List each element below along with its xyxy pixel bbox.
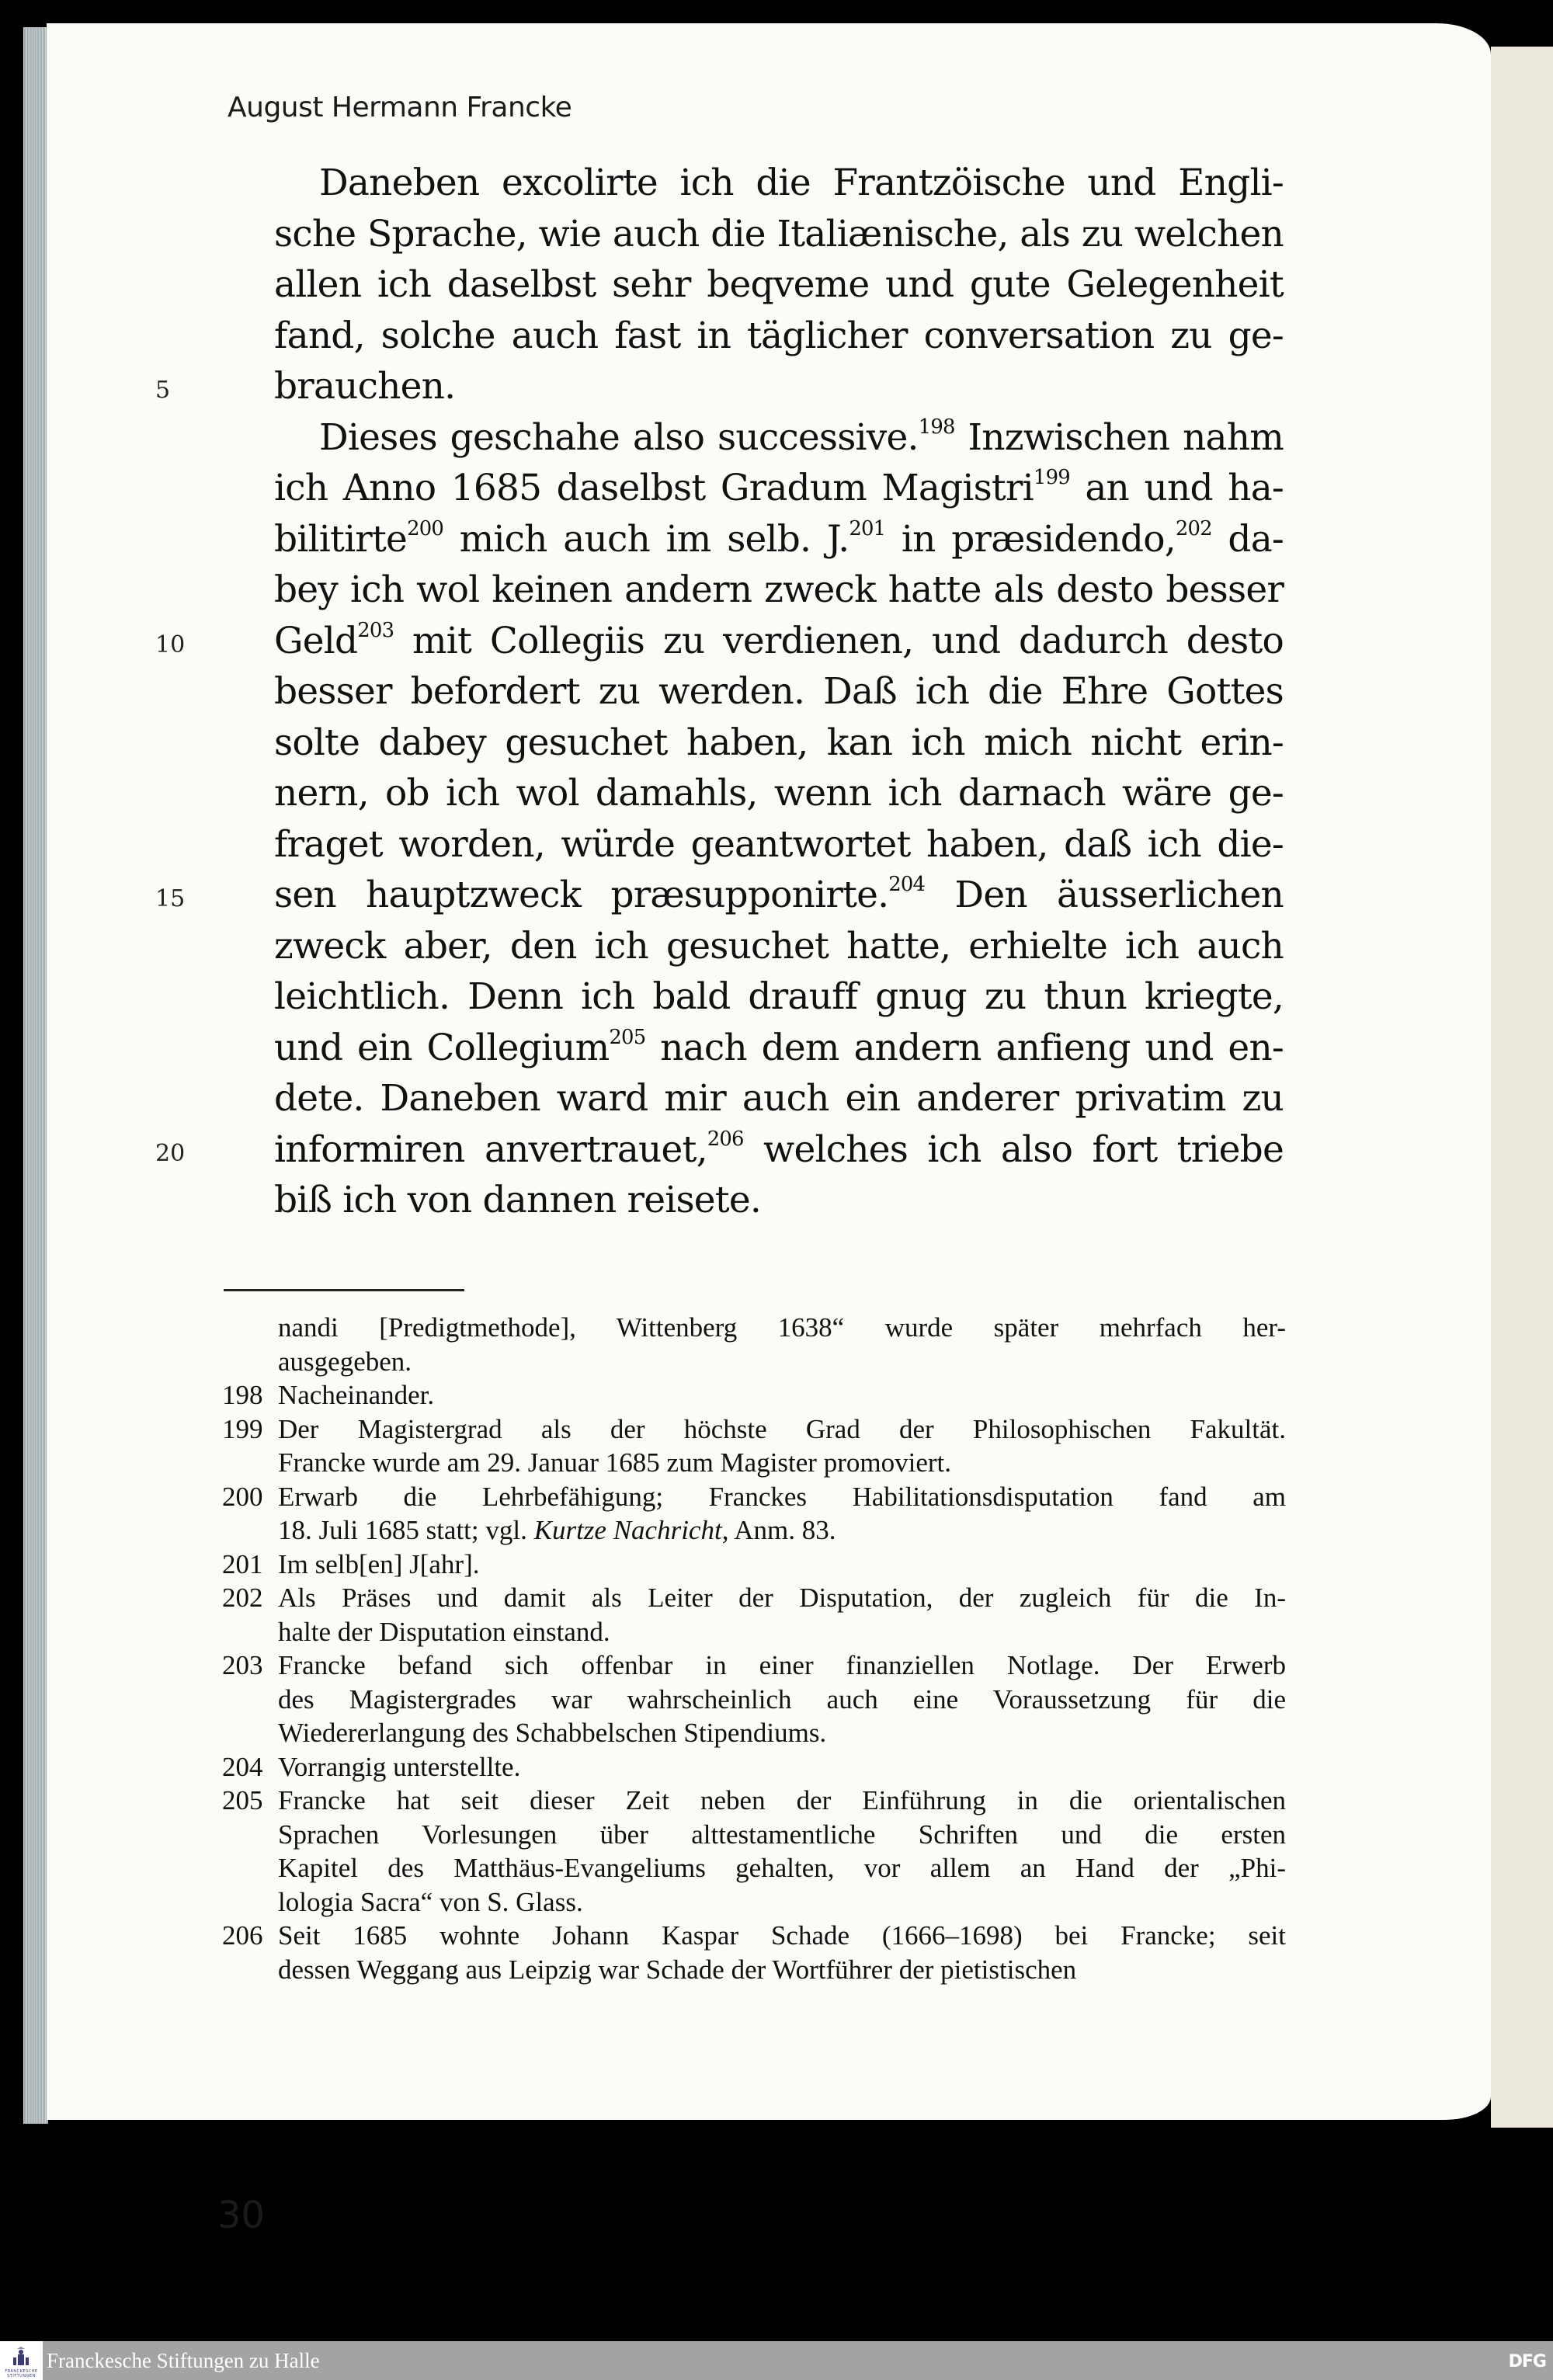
- text-line: [274, 616, 1284, 667]
- footnote-reference[interactable]: 202: [1175, 516, 1212, 540]
- francke-foundation-logo[interactable]: [0, 2341, 43, 2380]
- text-segment: allen ich daselbst sehr beqveme und gute Gelegenheit: [274, 263, 1284, 306]
- footnote-reference[interactable]: 205: [609, 1025, 646, 1049]
- footnote: [222, 1311, 1286, 1378]
- footnote-text: [278, 1649, 1286, 1750]
- footnote-rule: [224, 1289, 464, 1291]
- footnote: [222, 1649, 1286, 1750]
- footnote-line: Seit 1685 wohnte Johann Kaspar Schade (1666–1698) bei Francke; seit: [278, 1920, 1286, 1951]
- text-segment: und ein Collegium: [274, 1026, 610, 1069]
- text-line: [274, 1073, 1284, 1124]
- footnote-line: Im selb[en] J[ahr].: [278, 1548, 480, 1579]
- footnote-reference[interactable]: 200: [407, 516, 444, 540]
- text-segment: besser befordert zu werden. Daß ich die Ehre Gottes: [274, 670, 1284, 713]
- footnote-line: lologia Sacra“ von S. Glass.: [278, 1886, 583, 1917]
- text-line: [274, 311, 1284, 362]
- footnote-line: Sprachen Vorlesungen über alttestamentliche Schriften und die ersten: [278, 1819, 1286, 1850]
- footnote-number: 203: [222, 1650, 263, 1680]
- text-segment: brauchen.: [274, 365, 456, 408]
- text-line: [274, 870, 1284, 921]
- footnote-text: [278, 1784, 1286, 1919]
- text-line: [274, 717, 1284, 769]
- footnote-reference[interactable]: 203: [357, 618, 394, 642]
- text-segment: ich Anno 1685 daselbst Gradum Magistri: [274, 467, 1034, 509]
- cited-title: Kurtze Nachricht: [533, 1515, 722, 1545]
- text-line: [274, 666, 1284, 717]
- footnote-text: [278, 1750, 1286, 1784]
- footnote: [222, 1548, 1286, 1582]
- footnote: [222, 1784, 1286, 1919]
- footnote-number: 205: [222, 1785, 263, 1815]
- line-number: 5: [155, 377, 171, 404]
- footnote-text: [278, 1581, 1286, 1649]
- footnote-reference[interactable]: 206: [707, 1127, 744, 1151]
- line-number: 15: [155, 885, 186, 912]
- footnote-reference[interactable]: 199: [1033, 466, 1070, 490]
- text-line: [274, 768, 1284, 819]
- text-segment: mit Collegiis zu verdienen, und dadurch desto: [394, 619, 1284, 662]
- line-number: 10: [155, 631, 186, 658]
- text-segment: Geld: [274, 619, 358, 662]
- footnote-line: Kapitel des Matthäus-Evangeliums gehalten, vor allem an Hand der „Phi-: [278, 1853, 1286, 1883]
- text-segment: Daneben excolirte ich die Frantzöische und Engli-: [319, 162, 1284, 204]
- footnote: [222, 1480, 1286, 1548]
- footnote-line: ausgegeben.: [278, 1346, 412, 1377]
- footnote-number: 201: [222, 1548, 263, 1579]
- footnote: [222, 1378, 1286, 1412]
- footnote-line: Wiedererlangung des Schabbelschen Stipendiums.: [278, 1718, 827, 1748]
- footnote-line: Francke wurde am 29. Januar 1685 zum Magister promoviert.: [278, 1447, 951, 1478]
- footnote-line: Vorrangig unterstellte.: [278, 1751, 521, 1782]
- footnote-reference[interactable]: 204: [888, 873, 926, 897]
- running-head: August Hermann Francke: [228, 92, 572, 123]
- text-line: [274, 412, 1284, 464]
- page-edges-stack: [23, 27, 48, 2124]
- text-segment: da-: [1211, 517, 1284, 561]
- dfg-logo[interactable]: DFG: [1508, 2352, 1546, 2371]
- text-segment: mich auch im selb. J.: [443, 517, 849, 561]
- text-line: [274, 259, 1284, 311]
- text-segment: welches ich also fort triebe: [743, 1127, 1284, 1171]
- footer-bar: [0, 2341, 1553, 2380]
- next-page-edge: [1491, 47, 1553, 2128]
- footnote-line: Francke hat seit dieser Zeit neben der Einführung in die orientalischen: [278, 1785, 1286, 1815]
- text-segment: sche Sprache, wie auch die Italiænische, als zu welchen: [274, 212, 1284, 255]
- footnote-text: [278, 1480, 1286, 1548]
- text-segment: nach dem andern anfieng und en-: [645, 1026, 1284, 1069]
- footnote-number: 202: [222, 1583, 263, 1613]
- footnote-text: [278, 1378, 1286, 1412]
- footnote: [222, 1412, 1286, 1480]
- footnote-line: dessen Weggang aus Leipzig war Schade der Wortführer der pietistischen: [278, 1954, 1077, 1985]
- text-line: [274, 361, 1284, 412]
- logo-text: FRANCKESCHE STIFTUNGEN: [5, 2369, 38, 2378]
- footnote-line: [278, 1513, 1286, 1548]
- text-segment: Inzwischen nahm: [954, 415, 1284, 459]
- footnote: [222, 1750, 1286, 1784]
- text-line: [274, 209, 1284, 260]
- text-line: [274, 1124, 1284, 1176]
- line-number: 20: [155, 1139, 186, 1167]
- text-segment: an und ha-: [1069, 467, 1284, 509]
- page-number: 30: [217, 2194, 266, 2237]
- footnote-segment: 18. Juli 1685 statt; vgl.: [278, 1515, 534, 1545]
- footnote-number: 204: [222, 1751, 263, 1782]
- text-segment: solte dabey gesuchet haben, kan ich mich nicht erin-: [274, 721, 1284, 764]
- text-line: [274, 463, 1284, 514]
- footnote-number: 198: [222, 1380, 263, 1410]
- main-text: [274, 158, 1284, 1226]
- footnote-line: halte der Disputation einstand.: [278, 1616, 610, 1647]
- text-segment: leichtlich. Denn ich bald drauff gnug zu thun kriegte,: [274, 975, 1284, 1018]
- footnote-line: Nacheinander.: [278, 1380, 435, 1410]
- footnote-line: Der Magistergrad als der höchste Grad der Philosophischen Fakultät.: [278, 1413, 1286, 1444]
- footnote-number: 200: [222, 1481, 263, 1512]
- text-line: [274, 1175, 1284, 1226]
- text-segment: fraget worden, würde geantwortet haben, daß ich die-: [274, 822, 1284, 866]
- text-segment: nern, ob ich wol damahls, wenn ich darnach wäre ge-: [274, 772, 1284, 815]
- footnote-number: [222, 1311, 278, 1378]
- footnote: [222, 1581, 1286, 1649]
- footnote-text: [278, 1548, 1286, 1582]
- footnote-reference[interactable]: 198: [918, 415, 955, 439]
- footnote-line: Als Präses und damit als Leiter der Disputation, der zugleich für die In-: [278, 1583, 1286, 1613]
- text-line: [274, 921, 1284, 972]
- footnote-line: Erwarb die Lehrbefähigung; Franckes Habilitationsdisputation fand am: [278, 1481, 1286, 1512]
- footnote-text: [278, 1412, 1286, 1480]
- text-line: [274, 158, 1284, 209]
- footnote-line: nandi [Predigtmethode], Wittenberg 1638“ wurde später mehrfach her-: [278, 1312, 1286, 1343]
- footnote-segment: , Anm. 83.: [721, 1515, 836, 1545]
- footnote-text: [278, 1311, 1286, 1378]
- text-segment: zweck aber, den ich gesuchet hatte, erhielte ich auch: [274, 924, 1284, 968]
- footnote-reference[interactable]: 201: [849, 516, 886, 540]
- footer-title[interactable]: Franckesche Stiftungen zu Halle: [47, 2349, 320, 2372]
- text-line: [274, 565, 1284, 616]
- footnote-number: 206: [222, 1920, 263, 1951]
- text-segment: fand, solche auch fast in täglicher conversation zu ge-: [274, 314, 1284, 357]
- text-segment: in præsidendo,: [885, 517, 1176, 561]
- footnote-line: Francke befand sich offenbar in einer finanziellen Notlage. Der Erwerb: [278, 1650, 1286, 1680]
- footnote-text: [278, 1919, 1286, 1986]
- text-segment: Den äusserlichen: [925, 874, 1284, 916]
- footnote: [222, 1919, 1286, 1986]
- text-segment: Dieses geschahe also successive.: [319, 415, 919, 459]
- text-segment: informiren anvertrauet,: [274, 1127, 707, 1171]
- text-segment: bilitirte: [274, 517, 408, 561]
- text-segment: sen hauptzweck præsupponirte.: [274, 874, 889, 916]
- text-segment: dete. Daneben ward mir auch ein anderer privatim zu: [274, 1077, 1284, 1120]
- text-line: [274, 819, 1284, 870]
- text-line: [274, 971, 1284, 1023]
- francke-figure-icon: [9, 2346, 33, 2368]
- footnote-line: des Magistergrades war wahrscheinlich auch eine Voraussetzung für die: [278, 1683, 1286, 1715]
- footnotes: [222, 1311, 1286, 1986]
- text-line: [274, 514, 1284, 565]
- text-segment: bey ich wol keinen andern zweck hatte als desto besser: [274, 568, 1284, 611]
- footnote-number: 199: [222, 1413, 263, 1444]
- text-line: [274, 1023, 1284, 1074]
- text-segment: biß ich von dannen reisete.: [274, 1179, 762, 1221]
